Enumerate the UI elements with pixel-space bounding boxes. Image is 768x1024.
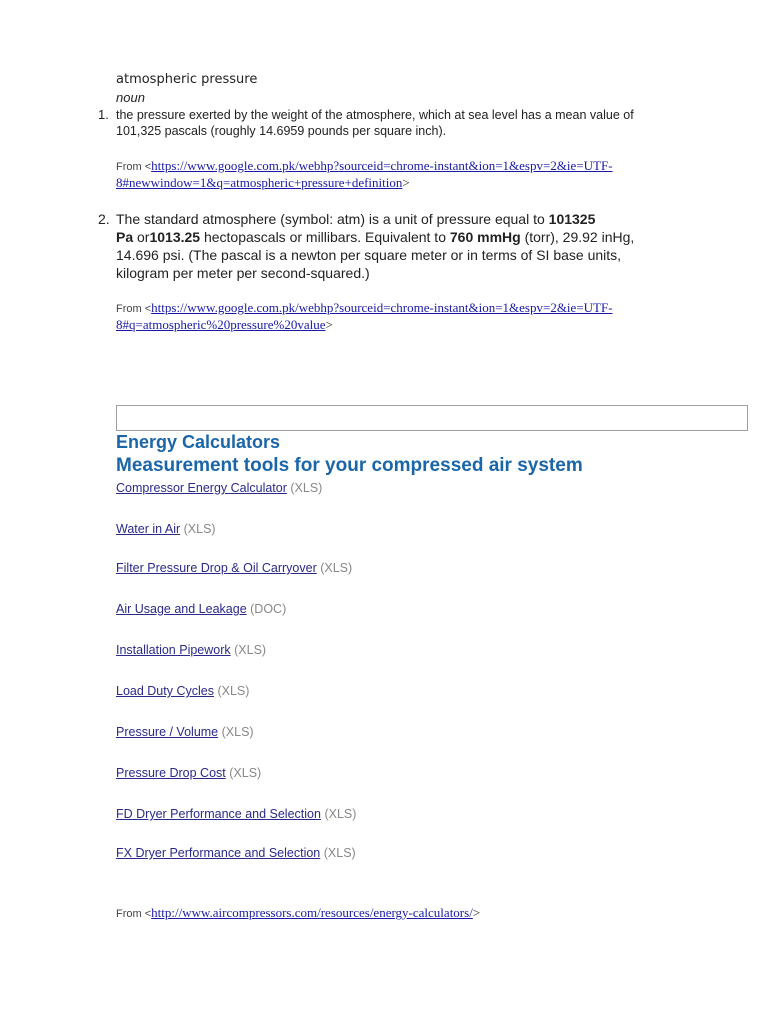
- source-1-link-part-2[interactable]: 8#newwindow=1&q=atmospheric+pressure+definition: [116, 175, 403, 190]
- download-item: [116, 846, 356, 860]
- definition-2-text-2: or: [133, 229, 150, 245]
- file-type: (XLS): [229, 766, 262, 780]
- file-type: (XLS): [234, 643, 267, 657]
- download-link[interactable]: Load Duty Cycles: [116, 684, 214, 698]
- source-3-link[interactable]: http://www.aircompressors.com/resources/energy-calculators/: [151, 905, 473, 920]
- source-1-line-2: [116, 175, 410, 191]
- empty-text-box: [116, 405, 748, 431]
- download-link[interactable]: Compressor Energy Calculator: [116, 481, 287, 495]
- definition-2-text-4: (torr), 29.92 inHg,: [520, 229, 635, 245]
- list-number-1: 1.: [98, 107, 109, 122]
- source-2-line-2: [116, 317, 333, 333]
- source-1-from-label: From <: [116, 161, 152, 173]
- source-3: [116, 905, 480, 922]
- definition-2-text-3: hectopascals or millibars. Equivalent to: [200, 229, 450, 245]
- download-link[interactable]: FD Dryer Performance and Selection: [116, 807, 321, 821]
- download-item: [116, 807, 356, 821]
- download-item: [116, 522, 216, 536]
- file-type: (XLS): [324, 807, 357, 821]
- download-link[interactable]: Air Usage and Leakage: [116, 602, 247, 616]
- download-link[interactable]: Water in Air: [116, 522, 181, 536]
- download-link[interactable]: Pressure / Volume: [116, 725, 219, 739]
- value-101325: 101325: [548, 211, 596, 227]
- definition-1-line-1: the pressure exerted by the weight of the atmosphere, which at sea level has a mean value of: [116, 108, 634, 122]
- source-3-close: >: [472, 905, 481, 920]
- file-type: (XLS): [323, 846, 356, 860]
- download-item: [116, 643, 266, 657]
- download-link[interactable]: Installation Pipework: [116, 643, 231, 657]
- source-1: [116, 158, 613, 175]
- download-item: [116, 725, 254, 739]
- definition-1-line-2: 101,325 pascals (roughly 14.6959 pounds per square inch).: [116, 124, 447, 138]
- file-type: (XLS): [290, 481, 323, 495]
- source-2-from-label: From <: [116, 303, 152, 315]
- download-link[interactable]: Pressure Drop Cost: [116, 766, 226, 780]
- definition-2-text-1: The standard atmosphere (symbol: atm) is a unit of pressure equal to: [116, 211, 549, 227]
- download-link[interactable]: Filter Pressure Drop & Oil Carryover: [116, 561, 317, 575]
- source-1-link-part-1[interactable]: https://www.google.com.pk/webhp?sourceid=chrome-instant&ion=1&espv=2&ie=UTF-: [151, 158, 613, 173]
- definition-2-line-2: [116, 228, 634, 246]
- download-item: [116, 481, 322, 495]
- value-1013-25: 1013.25: [149, 229, 201, 245]
- download-link[interactable]: FX Dryer Performance and Selection: [116, 846, 321, 860]
- download-item: [116, 561, 352, 575]
- list-number-2: 2.: [98, 211, 110, 227]
- file-type: (XLS): [221, 725, 254, 739]
- download-item: [116, 766, 261, 780]
- definition-2-line-4: kilogram per meter per second-squared.): [116, 265, 370, 281]
- file-type: (XLS): [217, 684, 250, 698]
- source-2-link-part-2[interactable]: 8#q=atmospheric%20pressure%20value: [116, 317, 326, 332]
- unit-pa: Pa: [116, 229, 134, 245]
- section-subtitle: Measurement tools for your compressed air system: [116, 455, 583, 476]
- source-2-link-part-1[interactable]: https://www.google.com.pk/webhp?sourceid=chrome-instant&ion=1&espv=2&ie=UTF-: [151, 300, 613, 315]
- definition-2-line-1: [116, 210, 595, 228]
- value-760-mmhg: 760 mmHg: [449, 229, 521, 245]
- file-type: (XLS): [320, 561, 353, 575]
- part-of-speech: noun: [116, 90, 145, 105]
- source-1-close: >: [402, 175, 410, 190]
- download-item: [116, 602, 286, 616]
- source-2-close: >: [325, 317, 333, 332]
- file-type: (DOC): [250, 602, 287, 616]
- file-type: (XLS): [183, 522, 216, 536]
- definition-term: atmospheric pressure: [116, 72, 258, 87]
- definition-2-line-3: 14.696 psi. (The pascal is a newton per square meter or in terms of SI base units,: [116, 247, 622, 263]
- section-title: Energy Calculators: [116, 432, 281, 452]
- source-2: [116, 300, 613, 317]
- source-3-from-label: From <: [116, 908, 152, 920]
- download-item: [116, 684, 249, 698]
